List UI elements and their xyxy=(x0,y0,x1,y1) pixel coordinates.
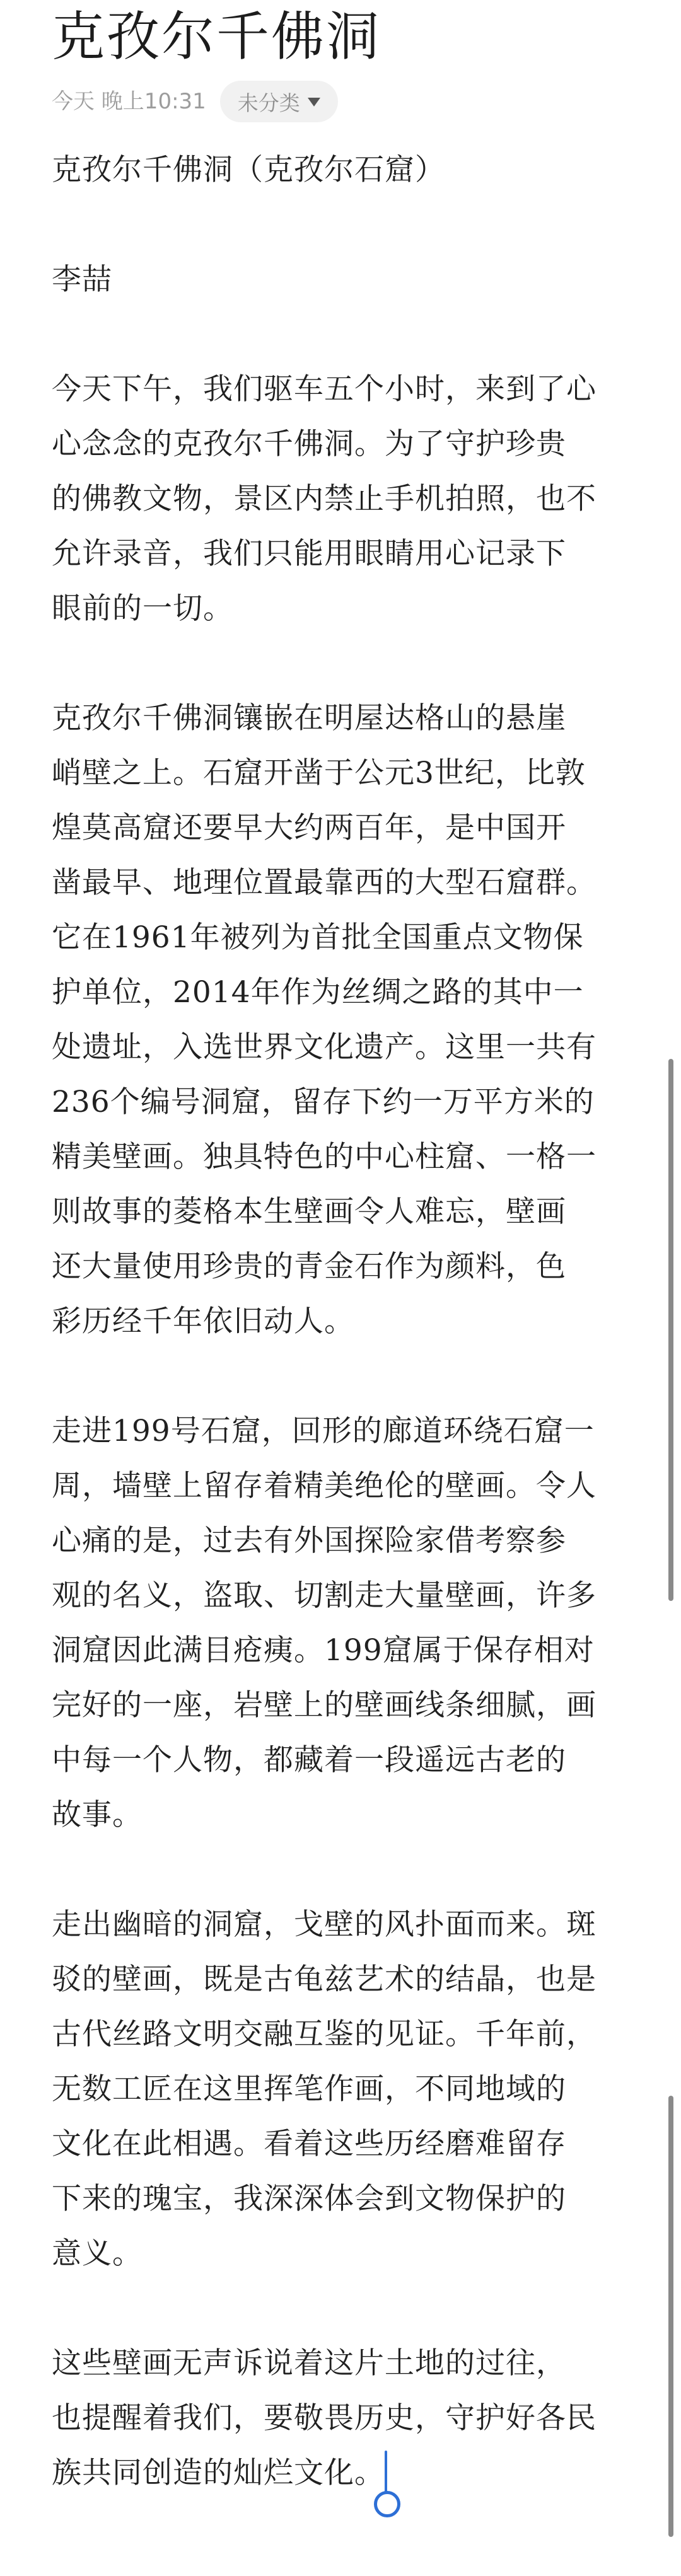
note-text-line: 精美壁画。独具特色的中心柱窟、一格一 xyxy=(52,1140,597,1174)
note-text-line: 古代丝路文明交融互鉴的见证。千年前， xyxy=(52,2017,597,2052)
note-text-line: 克孜尔千佛洞（克孜尔石窟） xyxy=(52,153,445,187)
note-text-line: 心念念的克孜尔千佛洞。为了守护珍贵 xyxy=(52,427,566,461)
note-text-line: 则故事的菱格本生壁画令人难忘，壁画 xyxy=(52,1194,566,1229)
paragraph-gap xyxy=(52,1349,638,1404)
note-text-line: 处遗址，入选世界文化遗产。这里一共有 xyxy=(52,1030,597,1065)
note-text-line: 今天下午，我们驱车五个小时，来到了心 xyxy=(52,372,597,407)
chevron-down-icon xyxy=(308,98,320,107)
note-meta-row xyxy=(52,81,338,122)
note-text-line: 洞窟因此满目疮痍。199窟属于保存相对 xyxy=(52,1633,595,1668)
paragraph-gap xyxy=(52,2281,638,2336)
text-cursor-wrap[interactable] xyxy=(385,2446,387,2500)
note-text-line: 彩历经千年依旧动人。 xyxy=(52,1304,354,1339)
note-text-line: 故事。 xyxy=(52,1798,143,1832)
scrollbar-thumb-lower[interactable] xyxy=(668,2096,673,2537)
note-timestamp: 今天 晚上10:31 xyxy=(52,89,206,114)
note-text-line: 意义。 xyxy=(52,2236,143,2271)
note-text-line: 无数工匠在这里挥笔作画，不同地域的 xyxy=(52,2072,566,2106)
paragraph-gap xyxy=(52,1842,638,1897)
note-text-line: 也提醒着我们，要敬畏历史，守护好各民 xyxy=(52,2401,597,2435)
note-text-line: 它在1961年被列为首批全国重点文物保 xyxy=(52,920,584,955)
note-text-line: 这些壁画无声诉说着这片土地的过往， xyxy=(52,2346,566,2381)
note-text-line: 中每一个人物，都藏着一段遥远古老的 xyxy=(52,1743,566,1777)
note-text-line: 236个编号洞窟，留存下约一万平方米的 xyxy=(52,1085,595,1119)
paragraph-gap xyxy=(52,197,638,252)
note-text-line: 煌莫高窟还要早大约两百年，是中国开 xyxy=(52,811,566,845)
note-text-line: 凿最早、地理位置最靠西的大型石窟群。 xyxy=(52,865,597,900)
note-text-line: 观的名义，盗取、切割走大量壁画，许多 xyxy=(52,1578,597,1613)
note-body[interactable] xyxy=(52,142,638,2500)
note-text-line: 护单位，2014年作为丝绸之路的其中一 xyxy=(52,975,584,1010)
cursor-drag-handle[interactable] xyxy=(374,2491,400,2517)
paragraph-gap xyxy=(52,307,638,362)
text-cursor xyxy=(385,2451,387,2496)
note-text-line: 克孜尔千佛洞镶嵌在明屋达格山的悬崖 xyxy=(52,701,566,736)
note-text-line: 完好的一座，岩壁上的壁画线条细腻，画 xyxy=(52,1688,597,1723)
note-text-line: 走出幽暗的洞窟，戈壁的风扑面而来。斑 xyxy=(52,1907,597,1942)
scrollbar-thumb[interactable] xyxy=(668,1059,673,1601)
note-text-line: 走进199号石窟，回形的廊道环绕石窟一 xyxy=(52,1414,595,1448)
note-text-line: 文化在此相遇。看着这些历经磨难留存 xyxy=(52,2127,566,2161)
paragraph-gap xyxy=(52,636,638,691)
note-title[interactable]: 克孜尔千佛洞 xyxy=(52,6,381,67)
note-text-line: 的佛教文物，景区内禁止手机拍照，也不 xyxy=(52,482,597,516)
note-text-line: 周，墙壁上留存着精美绝伦的壁画。令人 xyxy=(52,1469,597,1503)
note-text-line: 心痛的是，过去有外国探险家借考察参 xyxy=(52,1523,566,1558)
note-text-line: 下来的瑰宝，我深深体会到文物保护的 xyxy=(52,2181,566,2216)
note-text-line: 峭壁之上。石窟开凿于公元3世纪，比敦 xyxy=(52,756,586,790)
note-text-line: 驳的壁画，既是古龟兹艺术的结晶，也是 xyxy=(52,1962,597,1997)
category-label: 未分类 xyxy=(237,90,300,115)
category-selector[interactable] xyxy=(220,81,338,122)
note-text-line: 李喆 xyxy=(52,262,112,297)
note-text-line: 允许录音，我们只能用眼睛用心记录下 xyxy=(52,536,566,571)
note-text-line: 眼前的一切。 xyxy=(52,591,233,626)
note-text-line: 还大量使用珍贵的青金石作为颜料，色 xyxy=(52,1249,566,1284)
note-text-line: 族共同创造的灿烂文化。 xyxy=(52,2446,638,2500)
